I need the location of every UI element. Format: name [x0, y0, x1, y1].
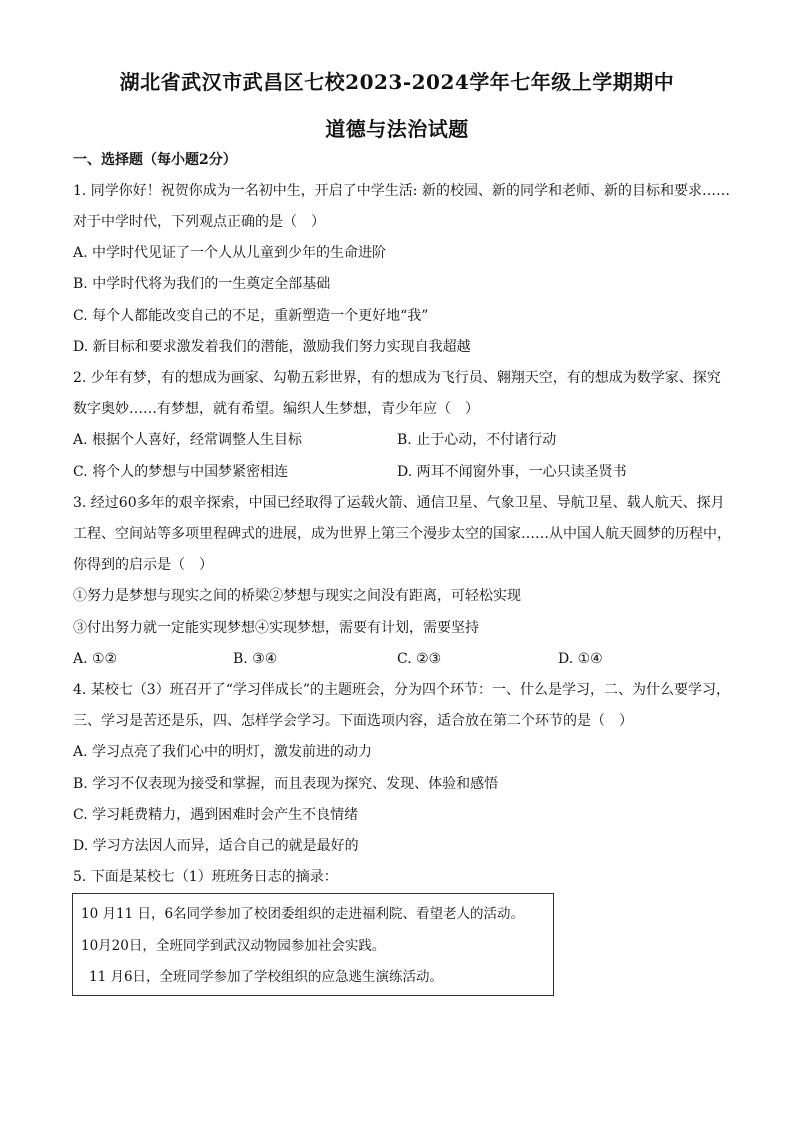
exam-subtitle: 道德与法治试题	[325, 117, 469, 141]
class-log-entry: 11 月6日，全班同学参加了学校组织的应急逃生演练活动。	[89, 969, 444, 985]
q1-option-d: D. 新目标和要求激发着我们的潜能，激励我们努力实现自我超越	[73, 339, 471, 355]
class-log-entry: 10月20日，全班同学到武汉动物园参加社会实践。	[81, 938, 386, 954]
section-heading: 一、选择题（每小题2分）	[73, 152, 237, 168]
q3-option-a: A. ①②	[73, 651, 118, 667]
q2-option-c: C. 将个人的梦想与中国梦紧密相连	[73, 464, 289, 480]
q4-stem-line2: 三、学习是苦还是乐，四、怎样学会学习。下面选项内容，适合放在第二个环节的是（ ）	[73, 713, 633, 729]
q4-option-b: B. 学习不仅表现为接受和掌握，而且表现为探究、发现、体验和感悟	[73, 776, 499, 792]
q4-option-c: C. 学习耗费精力，遇到困难时会产生不良情绪	[73, 807, 359, 823]
q2-option-a: A. 根据个人喜好，经常调整人生目标	[73, 432, 303, 448]
q3-statements-1: ①努力是梦想与现实之间的桥梁②梦想与现实之间没有距离，可轻松实现	[73, 588, 521, 604]
q3-statements-2: ③付出努力就一定能实现梦想④实现梦想，需要有计划，需要坚持	[73, 620, 479, 636]
class-log-box	[72, 893, 554, 996]
exam-title: 湖北省武汉市武昌区七校2023-2024学年七年级上学期期中	[119, 70, 675, 94]
q3-stem-line2: 工程、空间站等多项里程碑式的进展，成为世界上第三个漫步太空的国家……从中国人航天圆梦的历程中，	[73, 526, 731, 542]
q4-stem-line1: 4. 某校七（3）班召开了“学习伴成长”的主题班会，分为四个环节：一、什么是学习，二、为什么要学习，	[73, 682, 731, 698]
q2-stem-line2: 数字奥妙……有梦想，就有希望。编织人生梦想，青少年应（ ）	[73, 401, 479, 417]
q1-option-b: B. 中学时代将为我们的一生奠定全部基础	[73, 276, 331, 292]
q1-stem-line2: 对于中学时代，下列观点正确的是（ ）	[73, 214, 325, 230]
q3-option-b: B. ③④	[233, 651, 278, 667]
q4-option-a: A. 学习点亮了我们心中的明灯，激发前进的动力	[73, 744, 373, 760]
q3-option-c: C. ②③	[397, 651, 442, 667]
class-log-entry: 10 月11 日，6名同学参加了校团委组织的走进福利院、看望老人的活动。	[81, 906, 525, 922]
q2-stem-line1: 2. 少年有梦，有的想成为画家、勾勒五彩世界，有的想成为飞行员、翱翔天空，有的想成为数学家、探究	[73, 370, 721, 386]
q3-stem-line1: 3. 经过60多年的艰辛探索，中国已经取得了运载火箭、通信卫星、气象卫星、导航卫星、载人航天、探月	[73, 495, 725, 511]
q1-option-a: A. 中学时代见证了一个人从儿童到少年的生命进阶	[73, 245, 387, 261]
q3-stem-line3: 你得到的启示是（ ）	[73, 557, 213, 573]
q4-option-d: D. 学习方法因人而异，适合自己的就是最好的	[73, 838, 359, 854]
q1-option-c: C. 每个人都能改变自己的不足，重新塑造一个更好地“我”	[73, 308, 429, 324]
q1-stem-line1: 1. 同学你好！祝贺你成为一名初中生，开启了中学生活: 新的校园、新的同学和老师、新的目标和要求……	[73, 183, 730, 199]
q2-option-d: D. 两耳不闻窗外事，一心只读圣贤书	[397, 464, 627, 480]
q5-stem: 5. 下面是某校七（1）班班务日志的摘录：	[73, 869, 338, 885]
q3-option-d: D. ①④	[558, 651, 603, 667]
q2-option-b: B. 止于心动，不付诸行动	[397, 432, 557, 448]
